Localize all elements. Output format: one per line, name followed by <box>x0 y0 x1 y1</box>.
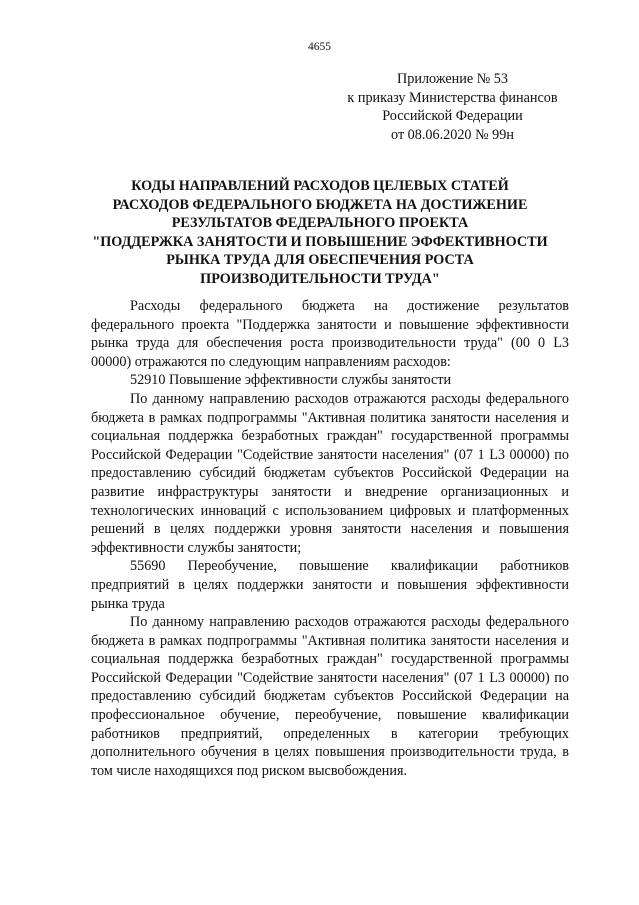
title-line: РЫНКА ТРУДА ДЛЯ ОБЕСПЕЧЕНИЯ РОСТА <box>166 252 474 269</box>
title-line: КОДЫ НАПРАВЛЕНИЙ РАСХОДОВ ЦЕЛЕВЫХ СТАТЕЙ <box>131 178 509 194</box>
appendix-header <box>330 70 575 144</box>
title-line: ПРОИЗВОДИТЕЛЬНОСТИ ТРУДА" <box>200 270 440 287</box>
appendix-date: от 08.06.2020 № 99н <box>391 126 514 143</box>
intro-paragraph: Расходы федерального бюджета на достижение результатов федерального проекта "Поддержка занятости и повышение эффективности рынка труда для обеспечения роста производительности труда" (00 0 L3 00000) отражаются по следующим направлениям расходов: <box>91 298 569 370</box>
title-line: "ПОДДЕРЖКА ЗАНЯТОСТИ И ПОВЫШЕНИЕ ЭФФЕКТИВНОСТИ <box>92 233 548 250</box>
title-line: РАСХОДОВ ФЕДЕРАЛЬНОГО БЮДЖЕТА НА ДОСТИЖЕНИЕ <box>112 196 528 213</box>
appendix-order-ref: к приказу Министерства финансов <box>347 89 558 106</box>
document-title <box>82 177 558 289</box>
title-line: РЕЗУЛЬТАТОВ ФЕДЕРАЛЬНОГО ПРОЕКТА <box>171 215 469 232</box>
code-heading-52910: 52910 Повышение эффективности службы занятости <box>130 372 452 389</box>
page-number: 4655 <box>308 41 331 53</box>
document-body <box>91 297 569 780</box>
code-description-55690: По данному направлению расходов отражаются расходы федерального бюджета в рамках подпрограммы "Активная политика занятости населения и социальная поддержка безработных граждан" государственной программы Российской Федерации "Содействие занятости населения" (07 1 L3 00000) по предоставлению субсидий бюджетам субъектов Российской Федерации на профессиональное обучение, переобучение, повышение квалификации работников предприятий, определенных в категории требующих дополнительного обучения в целях повышения производительности труда, в том числе находящихся под риском высвобождения. <box>91 614 569 779</box>
appendix-authority: Российской Федерации <box>382 108 523 125</box>
code-heading-55690: 55690 Переобучение, повышение квалификации работников предприятий в целях поддержки занятости и повышения эффективности рынка труда <box>91 558 569 612</box>
code-description-52910: По данному направлению расходов отражаются расходы федерального бюджета в рамках подпрограммы "Активная политика занятости населения и социальная поддержка безработных граждан" государственной программы Российской Федерации "Содействие занятости населения" (07 1 L3 00000) по предоставлению субсидий бюджетам субъектов Российской Федерации на развитие инфраструктуры занятости и внедрение организационных и технологических инноваций с использованием цифровых и платформенных решений в целях поддержки уровня занятости населения и повышения эффективности службы занятости; <box>91 390 569 556</box>
appendix-number: Приложение № 53 <box>397 71 508 87</box>
